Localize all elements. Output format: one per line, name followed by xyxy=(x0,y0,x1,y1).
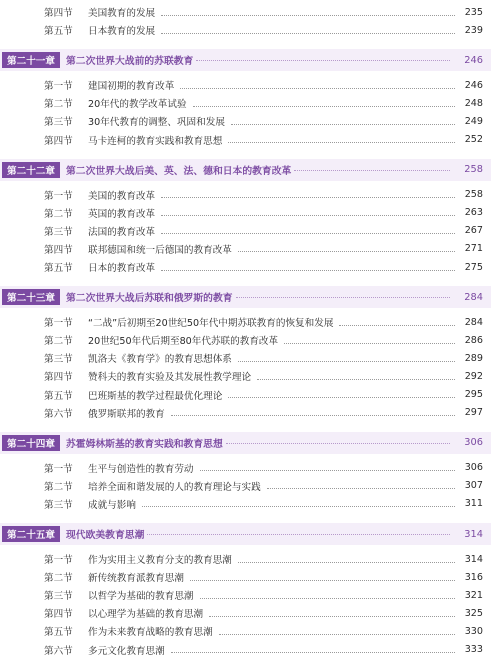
leader-and-page xyxy=(234,240,483,258)
toc-entry[interactable] xyxy=(0,477,491,495)
toc-entry[interactable] xyxy=(0,550,491,568)
page-number: 325 xyxy=(464,607,483,619)
section-number: 第二节 xyxy=(44,573,73,585)
page-number: 252 xyxy=(464,134,483,145)
section-number: 第二节 xyxy=(44,336,73,348)
leader-dots xyxy=(226,443,450,444)
leader-dots xyxy=(142,506,455,507)
chapter-heading[interactable] xyxy=(0,286,491,308)
leader-dots xyxy=(231,124,455,125)
toc-entry[interactable] xyxy=(0,258,491,276)
page-number: 258 xyxy=(464,189,483,201)
page-number: 246 xyxy=(464,79,483,91)
leader-dots xyxy=(219,634,455,635)
section-title: 成就与影响 xyxy=(88,499,136,511)
toc-entry[interactable] xyxy=(0,76,491,94)
section-number: 第三节 xyxy=(44,499,73,511)
leader-and-page xyxy=(138,495,483,513)
section-title: 马卡连柯的教育实践和教育思想 xyxy=(88,135,223,147)
page-number: 314 xyxy=(464,553,483,565)
toc-entry[interactable] xyxy=(0,604,491,622)
section-number: 第三节 xyxy=(44,354,73,366)
toc-entry[interactable] xyxy=(0,186,491,204)
section-number: 第一节 xyxy=(44,318,73,330)
section-number: 第四节 xyxy=(44,244,73,256)
toc-entry[interactable] xyxy=(0,459,491,477)
page-number: 314 xyxy=(464,528,483,540)
leader-dots xyxy=(147,534,450,535)
chapter-number-badge: 第二十四章 xyxy=(2,435,60,451)
leader-and-page xyxy=(335,313,483,331)
leader-dots xyxy=(200,470,455,471)
section-number: 第三节 xyxy=(44,226,73,238)
section-title: 巴班斯基的教学过程最优化理论 xyxy=(88,390,223,402)
leader-dots xyxy=(190,580,455,581)
chapter-heading[interactable] xyxy=(0,49,491,71)
page-number: 311 xyxy=(464,498,483,510)
leader-and-page xyxy=(224,131,483,149)
toc-entry[interactable] xyxy=(0,204,491,222)
toc-entry[interactable] xyxy=(0,112,491,130)
leader-dots xyxy=(161,215,455,216)
toc-entry[interactable] xyxy=(0,367,491,385)
chapter-number-badge: 第二十二章 xyxy=(2,162,60,178)
section-number: 第三节 xyxy=(44,591,73,603)
chapter-title: 第二次世界大战前的苏联教育 xyxy=(66,56,194,68)
leader-and-page xyxy=(234,349,483,367)
leader-and-page xyxy=(176,76,483,94)
leader-and-page xyxy=(167,404,483,422)
leader-and-page xyxy=(157,3,483,21)
leader-and-page xyxy=(157,21,483,39)
leader-and-page xyxy=(167,641,483,659)
page-number: 286 xyxy=(464,334,483,346)
leader-dots xyxy=(171,415,455,416)
leader-dots xyxy=(161,233,455,234)
section-title: 赞科夫的教育实验及其发展性教学理论 xyxy=(88,372,252,384)
page-number: 275 xyxy=(464,261,483,273)
page-number: 271 xyxy=(464,243,483,255)
leader-and-page xyxy=(157,258,483,276)
leader-dots xyxy=(238,361,455,362)
leader-and-page xyxy=(157,204,483,222)
leader-dots xyxy=(257,379,455,380)
leader-and-page xyxy=(227,112,483,130)
chapter-heading[interactable] xyxy=(0,432,491,454)
section-title: 20年代的教学改革试验 xyxy=(88,99,187,111)
leader-dots xyxy=(238,562,455,563)
toc-entry[interactable] xyxy=(0,21,491,39)
leader-dots xyxy=(180,88,455,89)
leader-dots xyxy=(196,60,450,61)
page-number: 263 xyxy=(464,207,483,219)
section-number: 第四节 xyxy=(44,8,73,19)
leader-and-page xyxy=(196,459,483,477)
page-number: 306 xyxy=(464,437,483,449)
chapter-heading[interactable] xyxy=(0,523,491,545)
toc-entry[interactable] xyxy=(0,240,491,258)
leader-dots xyxy=(193,106,455,107)
section-number: 第二节 xyxy=(44,208,73,220)
leader-dots xyxy=(161,270,455,271)
chapter-title: 第二次世界大战后苏联和俄罗斯的教育 xyxy=(66,293,233,305)
toc-entry[interactable] xyxy=(0,586,491,604)
toc-entry[interactable] xyxy=(0,568,491,586)
section-title: 以心理学为基础的教育思潮 xyxy=(88,609,204,621)
leader-and-page xyxy=(189,94,483,112)
section-title: 新传统教育派教育思潮 xyxy=(88,573,184,585)
toc-entry[interactable] xyxy=(0,222,491,240)
section-title: 美国教育的发展 xyxy=(88,8,156,19)
chapter-heading[interactable] xyxy=(0,159,491,181)
section-number: 第三节 xyxy=(44,117,73,129)
section-title: 以哲学为基础的教育思潮 xyxy=(88,591,194,603)
page-number: 284 xyxy=(464,291,483,303)
toc-entry[interactable] xyxy=(0,349,491,367)
page-number: 248 xyxy=(464,97,483,109)
leader-and-page xyxy=(205,604,483,622)
toc-entry[interactable] xyxy=(0,495,491,513)
page-number: 330 xyxy=(464,625,483,637)
leader-and-page xyxy=(186,568,483,586)
page-number: 289 xyxy=(464,352,483,364)
leader-dots xyxy=(294,170,450,171)
leader-and-page xyxy=(234,550,483,568)
toc-entry[interactable] xyxy=(0,386,491,404)
section-title: 凯洛夫《教育学》的教育思想体系 xyxy=(88,354,232,366)
leader-and-page xyxy=(215,622,483,640)
chapter-title: 现代欧美教育思潮 xyxy=(66,530,145,541)
page-number: 246 xyxy=(464,54,483,66)
leader-dots xyxy=(161,197,455,198)
toc-entry[interactable] xyxy=(0,404,491,422)
leader-and-page xyxy=(196,586,483,604)
section-number: 第五节 xyxy=(44,26,73,38)
page-number: 239 xyxy=(464,24,483,36)
toc-entry[interactable] xyxy=(0,313,491,331)
section-number: 第六节 xyxy=(44,645,73,657)
section-title: 联邦德国和统一后德国的教育改革 xyxy=(88,244,232,256)
toc-entry[interactable] xyxy=(0,641,491,659)
page-number: 267 xyxy=(464,225,483,237)
page-number: 292 xyxy=(464,370,483,382)
leader-dots xyxy=(171,652,455,653)
section-number: 第五节 xyxy=(44,263,73,274)
section-number: 第一节 xyxy=(44,81,73,93)
leader-and-page xyxy=(224,386,483,404)
leader-dots xyxy=(228,142,455,143)
page-number: 295 xyxy=(464,389,483,400)
toc-entry[interactable] xyxy=(0,622,491,640)
toc-entry[interactable] xyxy=(0,131,491,149)
leader-dots xyxy=(161,33,455,34)
section-title: 生平与创造性的教育劳动 xyxy=(88,463,194,475)
chapter-number-badge: 第二十一章 xyxy=(2,52,60,68)
page-number: 307 xyxy=(464,480,483,492)
section-title: 日本的教育改革 xyxy=(88,263,156,274)
leader-dots xyxy=(228,397,455,398)
chapter-title: 第二次世界大战后美、英、法、德和日本的教育改革 xyxy=(66,165,292,177)
section-title: 培养全面和谐发展的人的教育理论与实践 xyxy=(88,481,261,493)
chapter-number-badge: 第二十三章 xyxy=(2,289,60,305)
chapter-title: 苏霍姆林斯基的教育实践和教育思想 xyxy=(66,438,223,450)
page-number: 306 xyxy=(464,462,483,474)
section-title: 建国初期的教育改革 xyxy=(88,81,175,93)
section-number: 第二节 xyxy=(44,481,73,493)
section-number: 第一节 xyxy=(44,190,73,202)
leader-and-page xyxy=(263,477,483,495)
leader-dots xyxy=(267,488,455,489)
page-number: 284 xyxy=(464,316,483,328)
toc-entry[interactable] xyxy=(0,331,491,349)
section-number: 第六节 xyxy=(44,408,73,420)
section-number: 第五节 xyxy=(44,627,73,639)
section-number: 第二节 xyxy=(44,99,73,111)
section-title: 作为实用主义教育分支的教育思潮 xyxy=(88,555,232,566)
page-number: 321 xyxy=(464,589,483,601)
leader-dots xyxy=(236,297,450,298)
section-title: 20世纪50年代后期至80年代苏联的教育改革 xyxy=(88,336,279,348)
leader-and-page xyxy=(157,186,483,204)
leader-dots xyxy=(161,15,455,16)
page-number: 316 xyxy=(464,571,483,583)
leader-and-page xyxy=(280,331,483,349)
section-title: 日本教育的发展 xyxy=(88,26,156,38)
leader-dots xyxy=(200,598,455,599)
page-number: 235 xyxy=(464,6,483,18)
leader-and-page xyxy=(253,367,483,385)
leader-dots xyxy=(209,616,455,617)
section-title: 法国的教育改革 xyxy=(88,226,156,238)
section-title: 30年代教育的调整、巩固和发展 xyxy=(88,117,225,129)
page-number: 249 xyxy=(464,115,483,127)
page-number: 297 xyxy=(464,407,483,419)
toc-entry[interactable] xyxy=(0,3,491,21)
section-title: 作为未来教育战略的教育思潮 xyxy=(88,627,213,639)
section-title: 俄罗斯联邦的教育 xyxy=(88,408,165,420)
page-number: 333 xyxy=(464,644,483,655)
leader-and-page xyxy=(157,222,483,240)
section-title: “二战”后初期至20世纪50年代中期苏联教育的恢复和发展 xyxy=(88,318,334,330)
section-number: 第四节 xyxy=(44,372,73,384)
page-number: 258 xyxy=(464,164,483,176)
leader-dots xyxy=(339,325,455,326)
toc-entry[interactable] xyxy=(0,94,491,112)
section-number: 第五节 xyxy=(44,390,73,402)
section-number: 第四节 xyxy=(44,609,73,621)
section-title: 英国的教育改革 xyxy=(88,208,156,220)
leader-dots xyxy=(284,343,455,344)
section-number: 第一节 xyxy=(44,555,73,566)
section-title: 多元文化教育思潮 xyxy=(88,645,165,657)
section-number: 第一节 xyxy=(44,463,73,475)
chapter-number-badge: 第二十五章 xyxy=(2,526,60,542)
section-title: 美国的教育改革 xyxy=(88,190,156,202)
leader-dots xyxy=(238,251,455,252)
section-number: 第四节 xyxy=(44,135,73,147)
